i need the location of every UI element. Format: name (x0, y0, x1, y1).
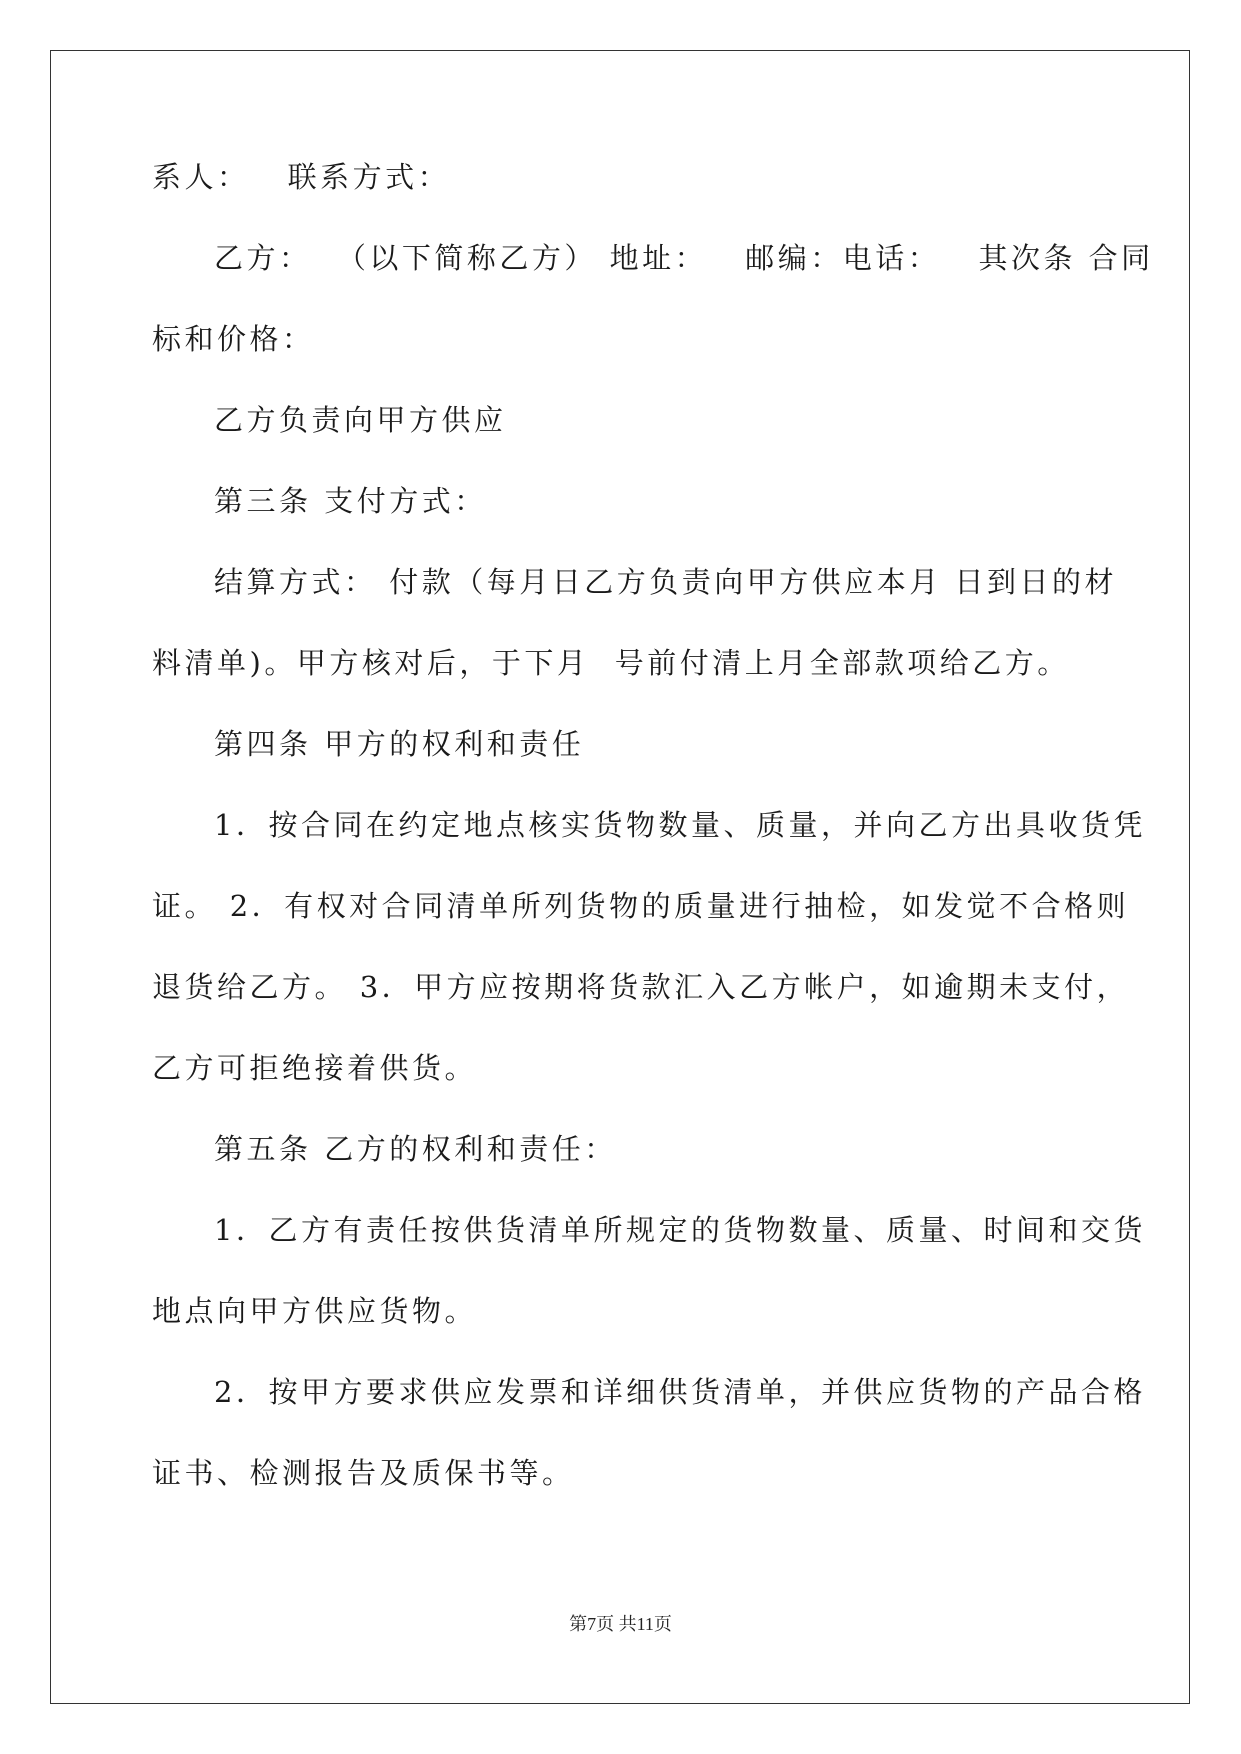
section-heading: 第四条 甲方的权利和责任 (214, 727, 585, 761)
text-line: 系人： 联系方式： (152, 160, 451, 194)
text-line: 乙方负责向甲方供应 (214, 403, 507, 437)
text-line: 结算方式： 付款（每月日乙方负责向甲方供应本月 日到日的材 (214, 565, 1117, 599)
text-line: 1．乙方有责任按供货清单所规定的货物数量、质量、时间和交货 (214, 1213, 1146, 1247)
section-heading: 第三条 支付方式： (214, 484, 487, 518)
text-line: 退货给乙方。 3．甲方应按期将货款汇入乙方帐户，如逾期未支付， (152, 970, 1130, 1004)
text-line: 地点向甲方供应货物。 (152, 1294, 478, 1328)
text-line: 1．按合同在约定地点核实货物数量、质量，并向乙方出具收货凭 (214, 808, 1146, 842)
text-line: 证书、检测报告及质保书等。 (152, 1456, 575, 1490)
text-line: 乙方： （以下简称乙方） 地址： 邮编：电话： 其次条 合同 (214, 241, 1154, 275)
text-line: 标和价格： (152, 322, 315, 356)
text-line: 乙方可拒绝接着供货。 (152, 1051, 478, 1085)
page-number-footer: 第7页 共11页 (569, 1614, 672, 1634)
text-line: 料清单)。甲方核对后，于下月 号前付清上月全部款项给乙方。 (152, 646, 1070, 680)
document-body (152, 160, 1154, 1539)
text-line: 证。 2．有权对合同清单所列货物的质量进行抽检，如发觉不合格则 (152, 889, 1130, 923)
text-line: 2．按甲方要求供应发票和详细供货清单，并供应货物的产品合格 (214, 1375, 1146, 1409)
section-heading: 第五条 乙方的权利和责任： (214, 1132, 617, 1166)
